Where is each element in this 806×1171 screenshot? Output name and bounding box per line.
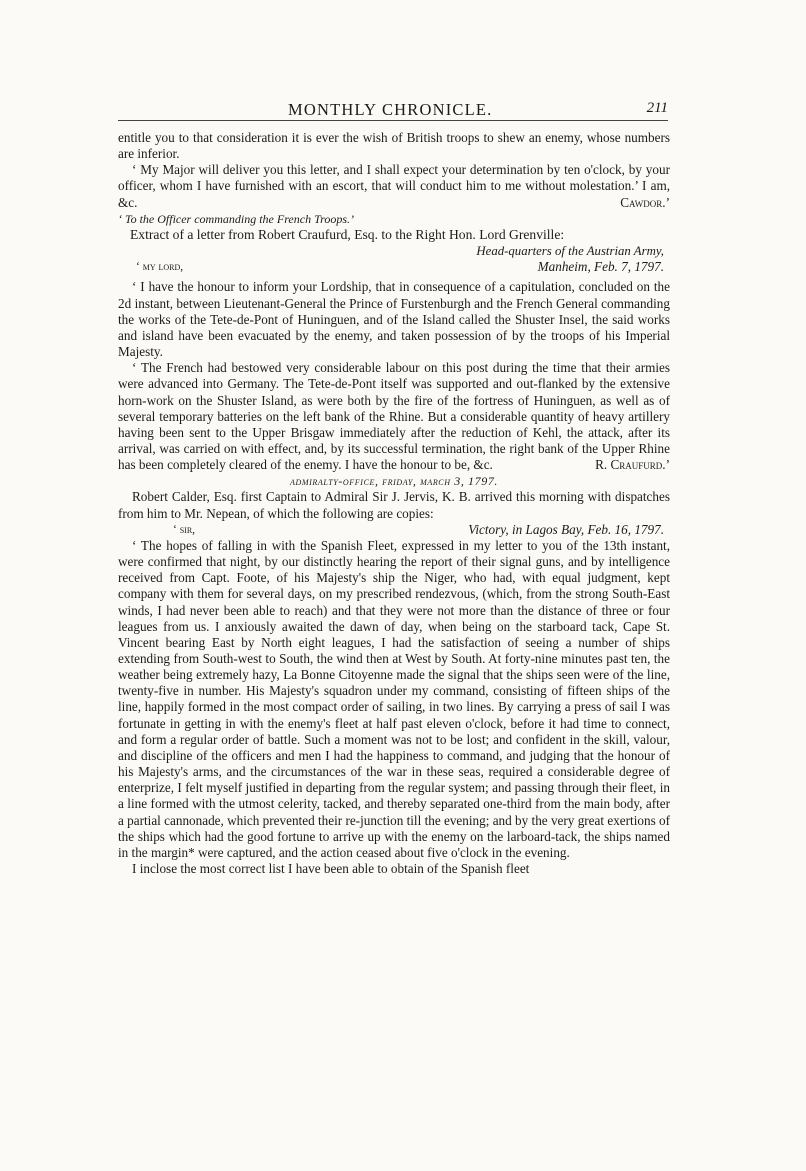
page-number: 211 [646,100,668,116]
letter-salutation: ‘ sir, [173,523,196,536]
office-dateline: admiralty-office, friday, march 3, 1797. [289,474,499,489]
article-body [118,130,670,877]
page-header [118,96,668,124]
paragraph [118,360,670,473]
extract-heading: Extract of a letter from Robert Craufurd, Esq. to the Right Hon. Lord Grenville: [130,226,565,242]
paragraph-text: ‘ My Major will deliver you this letter, and I shall expect your determination by ten o'clock, by your officer, whom I have furnished with an escort, that will conduct him to me without molestation.’ I am, &c. [118,162,670,210]
paragraph: ‘ The hopes of falling in with the Spanish Fleet, expressed in my letter to you of the 13th instant, were confirmed that night, by our distinctly hearing the report of their signal guns, and by intelligence received from Capt. Foote, of his Majesty's ship the Niger, who had, with equal judgment, kept company with them for several days, on my prescribed rendezvous, (which, from the strong South-East winds, I had never been able to reach) and that they were not more than the distance of three or four leagues from us. I anxiously awaited the dawn of day, when being on the starboard tack, Cape St. Vincent bearing East by North eight leagues, I had the satisfaction of seeing a number of ships extending from South-west to South, the wind then at West by South. At forty-nine minutes past ten, the weather being extremely hazy, La Bonne Citoyenne made the signal that the ships seen were of the line, twenty-five in number. His Majesty's squadron under my command, consisting of fifteen ships of the line, happily formed in the most compact order of sailing, in two lines. By carrying a press of sail I was fortunate in getting in with the enemy's fleet at half past eleven o'clock, before it had time to connect, and form a regular order of battle. Such a moment was not to be lost; and confident in the skill, valour, and discipline of the officers and men I had the happiness to command, and judging that the honour of his Majesty's arms, and the circumstances of the war in these seas, required a considerable degree of enterprize, I felt myself justified in departing from the regular system; and passing through their fleet, in a line formed with the utmost celerity, tacked, and thereby separated one-third from the main body, after a partial cannonade, which prevented their re-junction till the evening; and by the very great exertions of the ships which had the good fortune to arrive up with the enemy on the larboard-tack, the ships named in the margin* were captured, and the action ceased about five o'clock in the evening. [118,537,670,860]
signature: Cawdor.’ [620,194,670,210]
letter-place: Victory, in Lagos Bay, Feb. 16, 1797. [468,521,664,537]
paragraph [118,162,670,210]
paragraph: entitle you to that consideration it is ever the wish of British troops to shew an enemy, whose numbers are inferior. [118,130,670,162]
paragraph: I inclose the most correct list I have been able to obtain of the Spanish fleet [132,861,530,877]
paragraph: Robert Calder, Esq. first Captain to Admiral Sir J. Jervis, K. B. arrived this morning with dispatches from him to Mr. Nepean, of which the following are copies: [118,489,670,521]
signature: R. Craufurd.’ [595,457,670,473]
date-line: Manheim, Feb. 7, 1797. [537,259,664,275]
salutation-line [118,259,670,275]
letter-heading [118,522,670,538]
header-rule [118,120,668,121]
headquarters-line: Head-quarters of the Austrian Army, [476,244,664,259]
paragraph-text: ‘ The French had bestowed very considerable labour on this post during the time that their armies were advanced into Germany. The Tete-de-Pont itself was supported and out-flanked by the extensive horn-work on the Shuster Island, as were both by the fire of the fortress of Huninguen, as well as of several temporary batteries on the left bank of the Rhine. But a considerable quantity of heavy artillery having been sent to the Upper Brisgaw immediately after the reduction of Kehl, the attack, after its arrival, was carried on with effect, and, by its successful termination, the right bank of the Upper Rhine has been completely cleared of the enemy. I have the honour to be, &c. [118,360,670,473]
salutation: ‘ my lord, [136,261,184,274]
address-line: ‘ To the Officer commanding the French Troops.’ [118,211,354,226]
running-head: MONTHLY CHRONICLE. [288,100,493,119]
paragraph: ‘ I have the honour to inform your Lordship, that in consequence of a capitulation, concluded on the 2d instant, between Lieutenant-General the Prince of Furstenburgh and the French General commanding the works of the Tete-de-Pont of Huninguen, and of the Island called the Shuster Insel, the said works and island have been evacuated by the enemy, and taken possession of by the troops of his Imperial Majesty. [118,279,670,360]
